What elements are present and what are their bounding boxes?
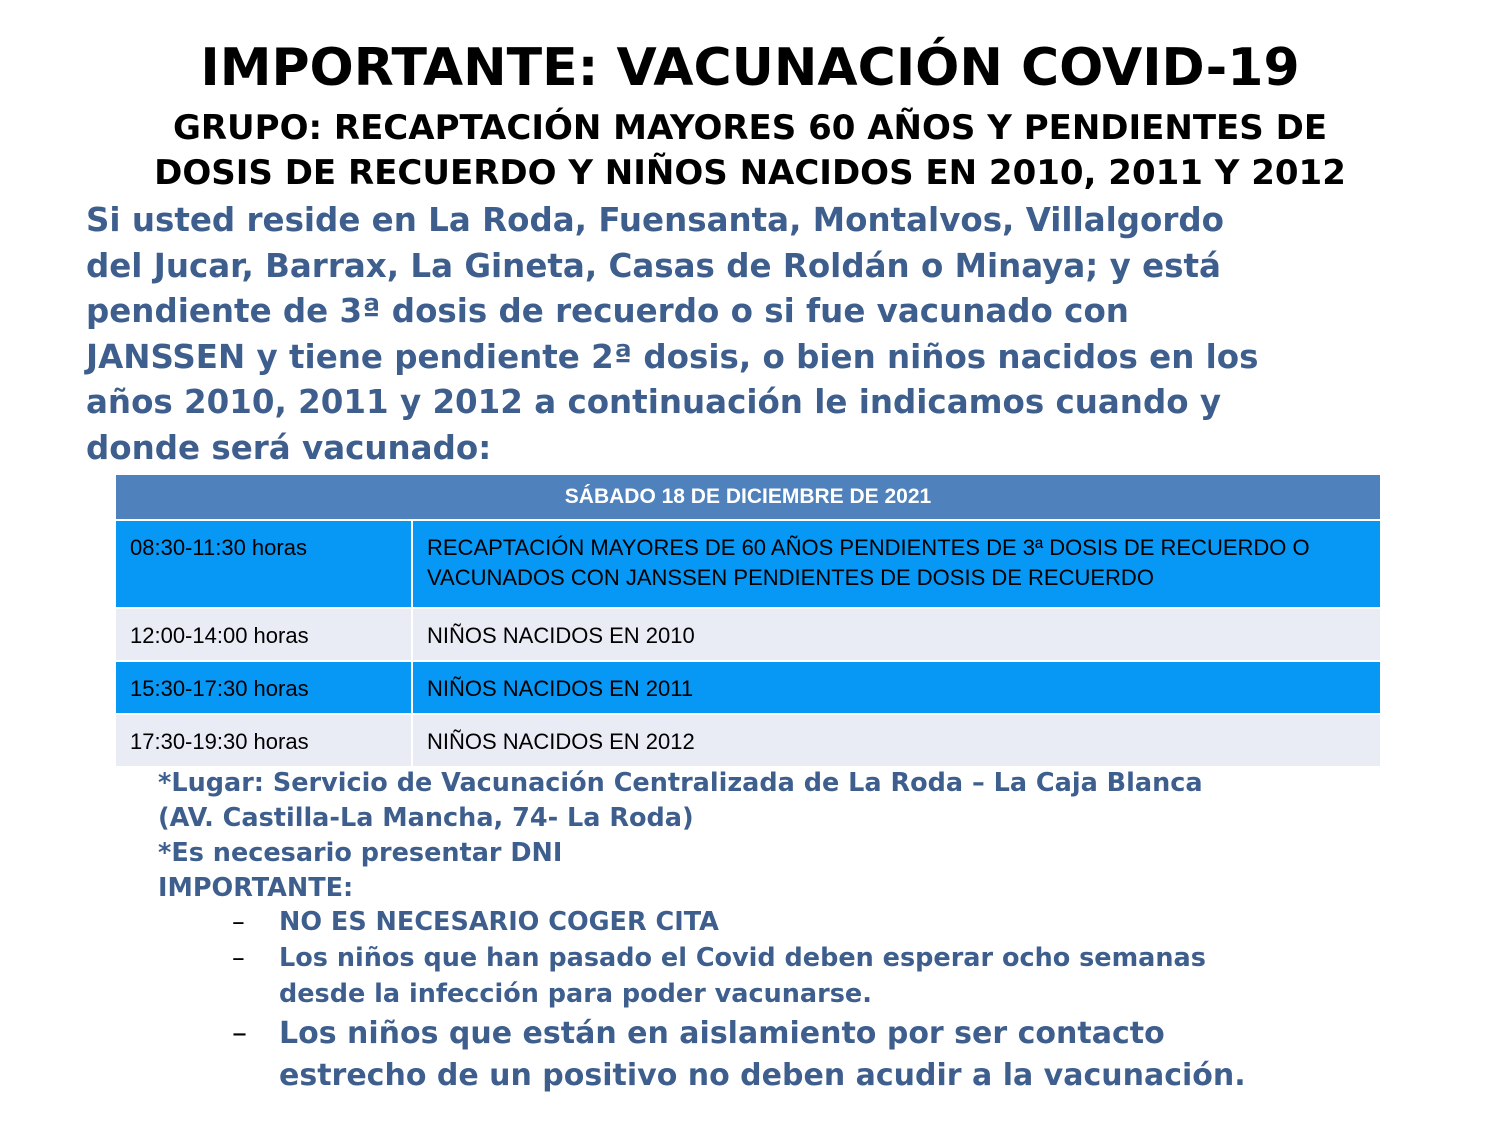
important-list (232, 904, 1432, 1097)
group-cell: NIÑOS NACIDOS EN 2012 (412, 714, 1380, 767)
dni-note: *Es necesario presentar DNI (158, 838, 563, 868)
list-item-line: Los niños que están en aislamiento por ser contacto (279, 1016, 1165, 1051)
important-label: IMPORTANTE: (158, 873, 354, 903)
intro-line: pendiente de 3ª dosis de recuerdo o si fue vacunado con (86, 292, 1129, 330)
table-header-date: SÁBADO 18 DE DICIEMBRE DE 2021 (116, 475, 1380, 520)
group-cell: NIÑOS NACIDOS EN 2010 (412, 608, 1380, 661)
time-cell: 15:30-17:30 horas (116, 661, 412, 714)
intro-line: JANSSEN y tiene pendiente 2ª dosis, o bien niños nacidos en los (86, 337, 1259, 376)
table-row (116, 608, 1380, 661)
time-cell: 08:30-11:30 horas (116, 520, 412, 608)
list-item-line: NO ES NECESARIO COGER CITA (279, 907, 719, 937)
subtitle (0, 106, 1500, 196)
intro-line: donde será vacunado: (86, 428, 492, 467)
intro-line: Si usted reside en La Roda, Fuensanta, Montalvos, Villalgordo (86, 201, 1224, 239)
group-line: VACUNADOS CON JANSSEN PENDIENTES DE DOSIS DE RECUERDO (427, 565, 1154, 590)
dash-bullet-icon: – (232, 907, 245, 937)
location-line: (AV. Castilla-La Mancha, 74- La Roda) (158, 803, 694, 833)
group-line: RECAPTACIÓN MAYORES DE 60 AÑOS PENDIENTES DE 3ª DOSIS DE RECUERDO O (427, 535, 1310, 560)
table-row (116, 520, 1380, 608)
notes-section (158, 766, 1458, 906)
group-cell (412, 520, 1380, 608)
list-item (232, 904, 1432, 940)
table-row (116, 714, 1380, 767)
list-item (232, 940, 1432, 1012)
list-item-line: desde la infección para poder vacunarse. (279, 979, 872, 1009)
dash-bullet-icon: – (232, 1016, 247, 1051)
location-line: *Lugar: Servicio de Vacunación Centralizada de La Roda – La Caja Blanca (158, 768, 1203, 798)
list-item-line: estrecho de un positivo no deben acudir a la vacunación. (279, 1058, 1246, 1093)
list-item (232, 1013, 1432, 1097)
table-row (116, 661, 1380, 714)
intro-line: años 2010, 2011 y 2012 a continuación le indicamos cuando y (86, 383, 1222, 421)
subtitle-line: DOSIS DE RECUERDO Y NIÑOS NACIDOS EN 2010, 2011 Y 2012 (154, 153, 1346, 193)
dash-bullet-icon: – (232, 943, 245, 973)
intro-paragraph (86, 198, 1406, 471)
intro-line: del Jucar, Barrax, La Gineta, Casas de Roldán o Minaya; y está (86, 246, 1221, 285)
time-cell: 12:00-14:00 horas (116, 608, 412, 661)
schedule-table (116, 475, 1380, 768)
time-cell: 17:30-19:30 horas (116, 714, 412, 767)
subtitle-line: GRUPO: RECAPTACIÓN MAYORES 60 AÑOS Y PENDIENTES DE (172, 108, 1328, 148)
list-item-line: Los niños que han pasado el Covid deben esperar ocho semanas (279, 943, 1206, 973)
group-cell: NIÑOS NACIDOS EN 2011 (412, 661, 1380, 714)
page-title: IMPORTANTE: VACUNACIÓN COVID-19 (200, 38, 1300, 98)
